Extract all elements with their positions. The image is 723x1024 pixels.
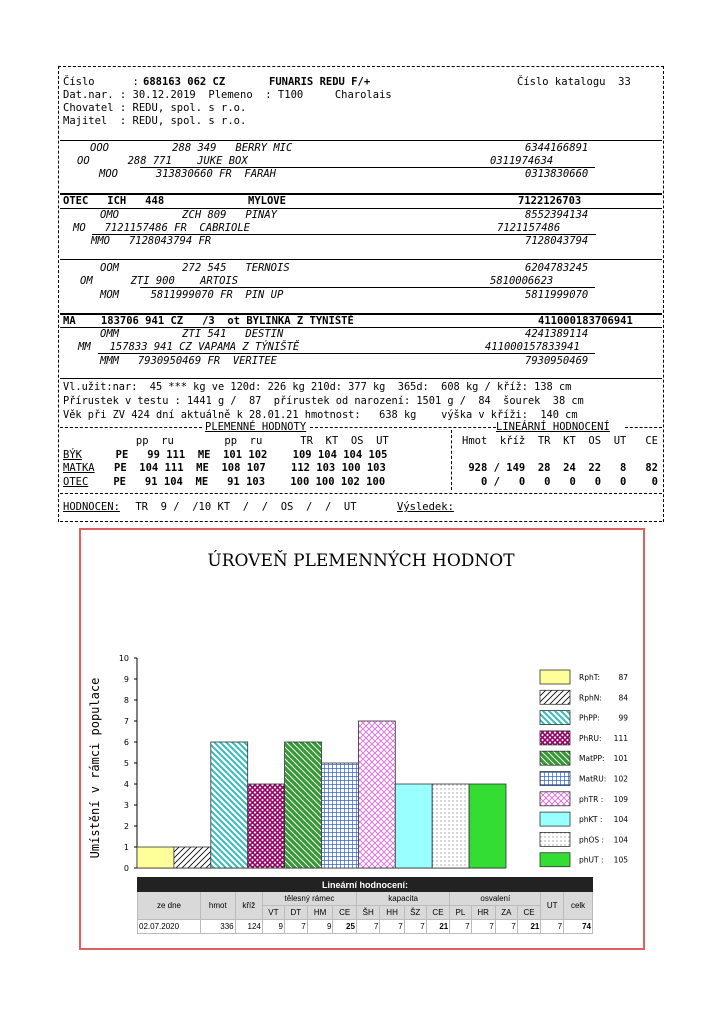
- divider: [60, 259, 662, 260]
- section-sep: [451, 430, 452, 490]
- mom-num: 5811999070: [525, 289, 589, 301]
- moo: MOO 313830660 FR FARAH: [99, 168, 277, 180]
- cislo-label: Číslo :: [63, 76, 139, 88]
- row-values-byk: PE 99 111 ME 101 102 109 104 104 105: [103, 449, 388, 461]
- legend-label: phOS :: [579, 835, 605, 845]
- lh-title: LINEÁRNÍ HODNOCENÍ: [496, 421, 610, 433]
- divider: [60, 521, 662, 522]
- cell-4: 7: [284, 920, 307, 934]
- cell-9: 7: [404, 920, 426, 934]
- breeder: Chovatel : REDU, spol. s r.o.: [63, 102, 247, 114]
- subcol-hh-5: HH: [380, 906, 404, 920]
- mo: MO 7121157486 FR CABRIOLE: [73, 222, 251, 234]
- cell-14: 21: [517, 920, 541, 934]
- table-row: [138, 920, 593, 934]
- growth-line-2: Přírustek v testu : 1441 g / 87 přírustek od narození: 1501 g / 84 šourek 38 cm: [63, 395, 584, 407]
- divider: [60, 493, 662, 494]
- linear-evaluation-table: [137, 877, 593, 934]
- legend-label: phTR :: [579, 794, 604, 804]
- cell-15: 7: [541, 920, 564, 934]
- row-linear-matka: 928 / 149 28 24 22 8 82: [462, 462, 658, 474]
- cell-13: 7: [495, 920, 517, 934]
- legend-label: PhPP:: [579, 713, 600, 723]
- legend-value: 105: [613, 855, 628, 865]
- divider: [60, 427, 202, 428]
- cell-2: 124: [235, 920, 262, 934]
- divider: [625, 427, 662, 428]
- cell-6: 25: [333, 920, 357, 934]
- y-tick-label: 6: [123, 738, 129, 747]
- legend-label: PhRU:: [579, 733, 602, 743]
- subcol-ce-7: CE: [426, 906, 450, 920]
- left-border: [58, 66, 59, 522]
- owner: Majitel : REDU, spol. s r.o.: [63, 115, 247, 127]
- subcol-šh-4: ŠH: [356, 906, 380, 920]
- y-tick-label: 7: [123, 717, 129, 726]
- legend-label: RphN:: [579, 693, 602, 703]
- legend-value: 111: [613, 733, 628, 743]
- group-telesny-ramec: tělesný rámec: [262, 892, 356, 906]
- subcol-ce-3: CE: [333, 906, 357, 920]
- row-label-byk: BÝK: [63, 449, 82, 461]
- group-kapacita: kapacita: [356, 892, 449, 906]
- growth-line-3: Věk při ZV 424 dní aktuálně k 28.01.21 hmotnost: 638 kg výška v kříži: 140 cm: [63, 409, 578, 421]
- mmm: MMM 7930950469 FR VERITEE: [100, 355, 278, 367]
- y-tick-label: 2: [123, 822, 129, 831]
- y-tick-label: 0: [123, 864, 129, 873]
- col-kriz: kříž: [235, 892, 262, 920]
- mo-num: 7121157486: [497, 222, 561, 234]
- linear-table-title: Lineární hodnocení:: [138, 878, 593, 892]
- mmm-num: 7930950469: [525, 355, 589, 367]
- legend-label: phKT :: [579, 815, 603, 825]
- y-tick-label: 5: [123, 759, 129, 768]
- col-hmot: hmot: [201, 892, 236, 920]
- legend-label: RphT:: [579, 673, 601, 682]
- divider: [140, 287, 595, 288]
- y-tick-label: 10: [118, 654, 129, 663]
- cell-11: 7: [450, 920, 471, 934]
- legend-value: 104: [613, 835, 628, 845]
- chart-title: ÚROVEŇ PLEMENNÝCH HODNOT: [207, 551, 515, 571]
- catalog-number: Číslo katalogu 33: [517, 76, 631, 88]
- hodnocen-label: HODNOCEN:: [63, 501, 120, 513]
- omm-num: 4241389114: [525, 328, 589, 340]
- row-label-otec: OTEC: [63, 476, 89, 488]
- cell-12: 7: [471, 920, 495, 934]
- y-tick-label: 1: [123, 843, 129, 852]
- mmo: MMO 7128043794 FR: [91, 235, 212, 247]
- otec-num: 7122126703: [518, 195, 582, 207]
- subcol-dt-1: DT: [284, 906, 307, 920]
- legend-value: 102: [613, 774, 628, 784]
- divider: [98, 353, 595, 354]
- legend-label: MatPP:: [579, 754, 605, 764]
- legend-value: 104: [613, 815, 628, 825]
- values-head-right: Hmot kříž TR KT OS UT CE: [462, 435, 658, 447]
- growth-line-1: Vl.užit:nar: 45 *** kg ve 120d: 226 kg 210d: 377 kg 365d: 608 kg / kříž: 138 cm: [63, 381, 572, 393]
- animal-name: FUNARIS REDU F/+: [269, 76, 371, 88]
- top-border: [58, 66, 664, 67]
- cell-1: 336: [201, 920, 236, 934]
- omo: OMO ZCH 809 PINAY: [100, 209, 278, 221]
- y-tick-label: 9: [123, 675, 129, 684]
- oom: OOM 272 545 TERNOIS: [100, 262, 290, 274]
- subcol-šz-6: ŠZ: [404, 906, 426, 920]
- cell-7: 7: [356, 920, 380, 934]
- legend-value: 109: [613, 794, 628, 804]
- cell-0: 02.07.2020: [138, 920, 201, 934]
- ma: MA 183706 941 CZ /3 ot BYLINKA Z TYNIŠTĚ: [63, 315, 354, 327]
- oo: OO 288 771 JUKE BOX: [77, 155, 248, 167]
- col-date: ze dne: [138, 892, 201, 920]
- ooo: OOO 288 349 BERRY MIC: [90, 142, 293, 154]
- mm-num: 411000157833941: [485, 341, 580, 353]
- ooo-num: 6344166891: [525, 142, 589, 154]
- om-num: 5810006623: [490, 275, 554, 287]
- hodnocen-values: TR 9 / /10 KT / / OS / / UT: [129, 501, 363, 513]
- right-border: [663, 66, 664, 522]
- oom-num: 6204783245: [525, 262, 589, 274]
- row-values-otec: PE 91 104 ME 91 103 100 100 102 100: [107, 476, 386, 488]
- divider: [60, 378, 662, 379]
- legend-value: 101: [613, 754, 628, 764]
- y-tick-label: 4: [123, 780, 129, 789]
- col-ut: UT: [541, 892, 564, 920]
- cell-10: 21: [426, 920, 450, 934]
- legend-value: 87: [618, 673, 628, 682]
- vysledek-label: Výsledek:: [397, 501, 454, 513]
- values-head-left: pp ru pp ru TR KT OS UT: [79, 435, 389, 447]
- subcol-pl-8: PL: [450, 906, 471, 920]
- chart-y-axis-label: Umístění v rámci populace: [88, 677, 102, 859]
- row-values-matka: PE 104 111 ME 108 107 112 103 100 103: [114, 462, 386, 474]
- birth-date: Dat.nar. : 30.12.2019 Plemeno : T100 Charolais: [63, 89, 392, 101]
- subcol-ce-11: CE: [517, 906, 541, 920]
- mom: MOM 5811999070 FR PIN UP: [100, 289, 284, 301]
- cislo-value: 688163 062 CZ: [143, 76, 226, 88]
- cell-5: 9: [307, 920, 333, 934]
- cell-8: 7: [380, 920, 404, 934]
- col-celk: celk: [564, 892, 593, 920]
- mm: MM 157833 941 CZ VAPAMA Z TÝNIŠTĚ: [78, 341, 300, 353]
- y-tick-label: 8: [123, 696, 129, 705]
- ma-num: 411000183706941: [538, 315, 633, 327]
- otec-name: MYLOVE: [248, 195, 286, 207]
- otec: OTEC ICH 448: [63, 195, 165, 207]
- divider: [60, 140, 662, 141]
- legend-label: MatRU:: [579, 774, 607, 784]
- om: OM ZTI 900 ARTOIS: [80, 275, 239, 287]
- subcol-za-10: ZA: [495, 906, 517, 920]
- row-label-matka: MATKA: [63, 462, 95, 474]
- row-linear-otec: 0 / 0 0 0 0 0 0: [462, 476, 658, 488]
- ph-title: PLEMENNÉ HODNOTY: [205, 421, 307, 433]
- mmo-num: 7128043794: [525, 235, 589, 247]
- cell-3: 9: [262, 920, 284, 934]
- legend-label: phUT :: [579, 855, 604, 865]
- cell-16: 74: [564, 920, 593, 934]
- divider: [310, 427, 496, 428]
- moo-num: 0313830660: [525, 168, 589, 180]
- group-osvaleni: osvalení: [450, 892, 541, 906]
- subcol-vt-0: VT: [262, 906, 284, 920]
- subcol-hr-9: HR: [471, 906, 495, 920]
- legend-value: 99: [618, 713, 628, 723]
- legend-value: 84: [618, 693, 628, 703]
- oo-num: 0311974634: [490, 155, 554, 167]
- omo-num: 8552394134: [525, 209, 589, 221]
- y-tick-label: 3: [123, 801, 129, 810]
- subcol-hm-2: HM: [307, 906, 333, 920]
- omm: OMM ZTI 541 DESTIN: [100, 328, 284, 340]
